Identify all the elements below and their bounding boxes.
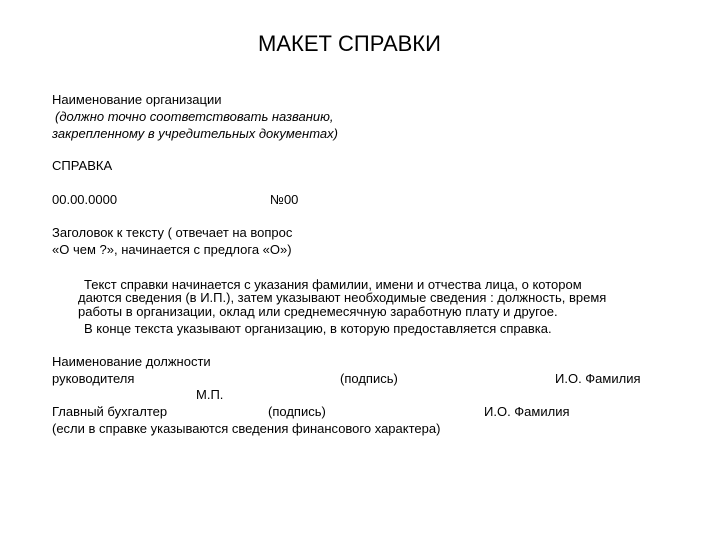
org-note-line2: закрепленному в учредительных документах) [52,126,338,141]
name-2: И.О. Фамилия [484,404,570,419]
heading-line2: «О чем ?», начинается с предлога «О») [52,242,292,257]
body-line1: Текст справки начинается с указания фамилии, имени и отчества лица, о котором [84,277,582,292]
stamp-place: М.П. [196,387,224,402]
org-label: Наименование организации [52,92,222,107]
signature-2: (подпись) [268,404,326,419]
name-1: И.О. Фамилия [555,371,641,386]
org-note-line1: (должно точно соответствовать названию, [55,109,334,124]
heading-line1: Заголовок к тексту ( отвечает на вопрос [52,225,293,240]
doc-number: №00 [270,192,299,207]
body-line2: даются сведения (в И.П.), затем указывают необходимые сведения : должность, время [78,290,607,305]
accountant-label: Главный бухгалтер [52,404,168,419]
position-line2: руководителя [52,371,135,386]
doc-type: СПРАВКА [52,158,113,173]
position-line1: Наименование должности [52,354,211,369]
doc-date: 00.00.0000 [52,192,118,207]
signature-1: (подпись) [340,371,398,386]
body-line3: работы в организации, оклад или среднемесячную заработную плату и другое. [78,304,558,319]
document-title: МАКЕТ СПРАВКИ [258,31,441,56]
body-line4: В конце текста указывают организацию, в которую предоставляется справка. [84,321,552,336]
accountant-note: (если в справке указываются сведения финансового характера) [52,421,441,436]
